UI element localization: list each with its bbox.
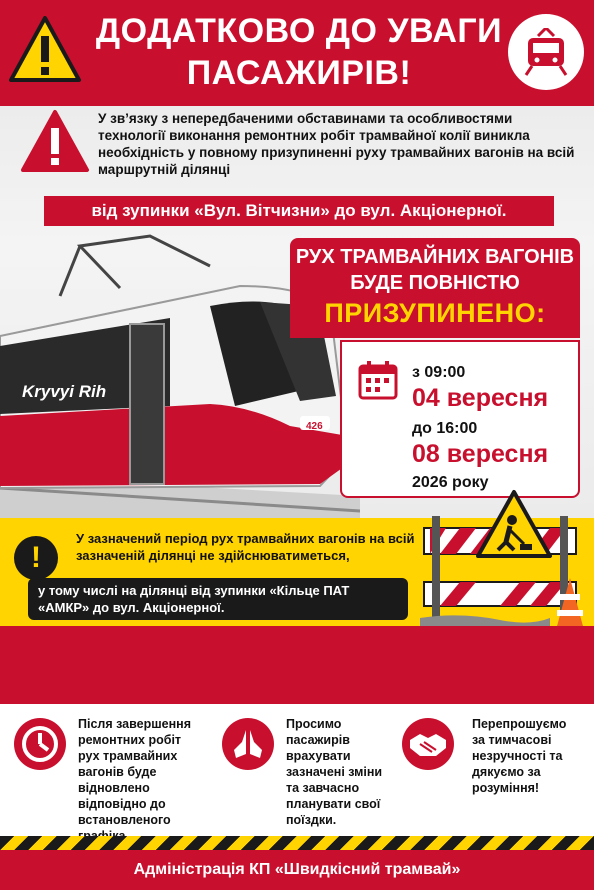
title-line-1: ДОДАТКОВО ДО УВАГИ xyxy=(95,12,503,50)
clock-icon xyxy=(14,718,66,770)
to-time: до 16:00 xyxy=(412,420,478,437)
footer-signature: Адміністрація КП «Швидкісний трамвай» xyxy=(0,850,594,890)
praying-hands-icon xyxy=(222,718,274,770)
notice-text-2: у тому числі на ділянці від зупинки «Кільце ПАТ «АМКР» до вул. Акціонерної. xyxy=(28,578,408,620)
handshake-icon xyxy=(402,718,454,770)
year: 2026 року xyxy=(412,474,489,491)
info-text-restore: Після завершення ремонтних робіт рух трамвайних вагонів буде відновлено відповідно до встановленого xyxy=(78,717,191,827)
exclamation-icon: ! xyxy=(14,536,58,580)
warning-triangle-icon xyxy=(8,14,82,86)
hazard-stripes xyxy=(0,836,594,850)
affected-segment-banner: від зупинки «Вул. Вітчизни» до вул. Акціонерної. xyxy=(44,196,554,226)
to-date: 08 вересня xyxy=(412,440,549,468)
calendar-icon xyxy=(358,360,398,400)
suspension-line-1: РУХ ТРАМВАЙНИХ ВАГОНІВ xyxy=(295,246,575,268)
title-line-2: ПАСАЖИРІВ! xyxy=(186,54,412,92)
from-date: 04 вересня xyxy=(412,384,549,412)
from-time: з 09:00 xyxy=(412,364,466,381)
suspension-line-2: БУДЕ ПОВНІСТЮ xyxy=(350,272,520,294)
warning-triangle-icon xyxy=(20,108,90,174)
tram-icon-badge xyxy=(508,14,584,90)
notice-text-1: У зазначений період рух трамвайних вагонів на всій зазначеній ділянці не здійснюватиметься, xyxy=(76,531,415,563)
roadwork-icon xyxy=(420,486,590,646)
info-text-apology: Перепрошуємо за тимчасові незручності та дякуємо за розуміння! xyxy=(472,717,567,795)
tram-number: 426 xyxy=(306,421,323,432)
red-divider-band xyxy=(0,626,594,704)
intro-text: У зв’язку з непередбаченими обставинами та особливостями технології виконання ремонтних робіт трамвайної колії виникла необхідність у повному призупиненні руху трамвайних вагонів на всій маршрутній ділянці xyxy=(98,111,575,177)
tram-brand-label: Kryvyi Rih xyxy=(22,382,107,401)
tram-icon xyxy=(524,28,568,76)
info-text-plan: Просимо пасажирів врахувати зазначені зміни та завчасно планувати свої поїздки. xyxy=(286,717,383,827)
schedule-box xyxy=(340,340,580,498)
suspension-heading xyxy=(290,238,580,338)
suspension-line-3: ПРИЗУПИНЕНО: xyxy=(324,298,546,328)
page-title xyxy=(84,10,514,94)
